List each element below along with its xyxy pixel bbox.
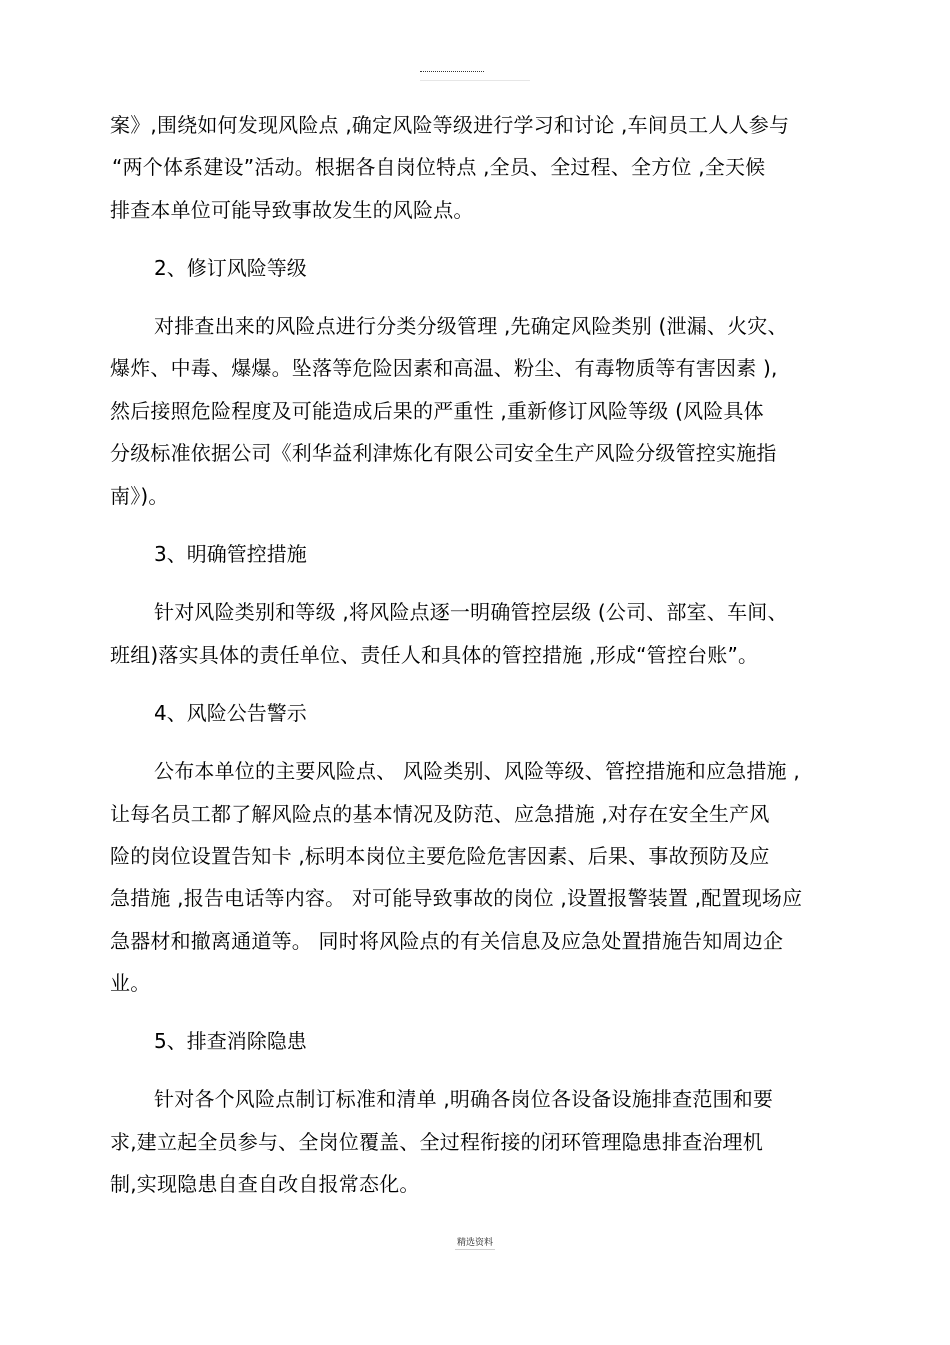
section-heading: 2、修订风险等级 bbox=[154, 256, 307, 280]
text-line: “两个体系建设”活动。根据各自岗位特点 ,全员、全过程、全方位 ,全天候 bbox=[112, 155, 766, 179]
text-line: 案》,围绕如何发现风险点 ,确定风险等级进行学习和讨论 ,车间员工人人参与 bbox=[110, 113, 790, 137]
text-line: 制,实现隐患自查自改自报常态化。 bbox=[110, 1172, 420, 1196]
footer-rule bbox=[455, 1249, 495, 1250]
section-heading: 3、明确管控措施 bbox=[154, 542, 307, 566]
text-line: 急器材和撤离通道等。 同时将风险点的有关信息及应急处置措施告知周边企 bbox=[110, 929, 784, 953]
text-line: 爆炸、中毒、爆爆。坠落等危险因素和高温、粉尘、有毒物质等有害因素 ), bbox=[110, 356, 778, 380]
text-line: 排查本单位可能导致事故发生的风险点。 bbox=[110, 198, 474, 222]
text-line: 班组)落实具体的责任单位、责任人和具体的管控措施 ,形成“管控台账”。 bbox=[110, 643, 759, 667]
section-heading: 4、风险公告警示 bbox=[154, 701, 307, 725]
text-line: 公布本单位的主要风险点、 风险类别、风险等级、管控措施和应急措施 , bbox=[154, 759, 800, 783]
text-line: 求,建立起全员参与、全岗位覆盖、全过程衔接的闭环管理隐患排查治理机 bbox=[110, 1130, 763, 1154]
text-line: 针对风险类别和等级 ,将风险点逐一明确管控层级 (公司、部室、车间、 bbox=[154, 600, 788, 624]
header-rule bbox=[420, 71, 484, 72]
text-line: 对排查出来的风险点进行分类分级管理 ,先确定风险类别 (泄漏、火灾、 bbox=[154, 314, 788, 338]
text-line: 业。 bbox=[110, 971, 151, 995]
text-line: 险的岗位设置告知卡 ,标明本岗位主要危险危害因素、后果、事故预防及应 bbox=[110, 844, 770, 868]
text-line: 针对各个风险点制订标准和清单 ,明确各岗位各设备设施排查范围和要 bbox=[154, 1087, 774, 1111]
text-line: 然后接照危险程度及可能造成后果的严重性 ,重新修订风险等级 (风险具体 bbox=[110, 399, 764, 423]
text-line: 急措施 ,报告电话等内容。 对可能导致事故的岗位 ,设置报警装置 ,配置现场应 bbox=[110, 886, 803, 910]
text-line: 分级标准依据公司《利华益利津炼化有限公司安全生产风险分级管控实施指 bbox=[110, 441, 777, 465]
text-line: 南》)。 bbox=[110, 484, 169, 508]
footer-label: 精选资料 bbox=[456, 1238, 493, 1248]
text-line: 让每名员工都了解风险点的基本情况及防范、应急措施 ,对存在安全生产风 bbox=[110, 802, 770, 826]
header-rule-faint bbox=[420, 80, 530, 81]
section-heading: 5、排查消除隐患 bbox=[154, 1029, 307, 1053]
